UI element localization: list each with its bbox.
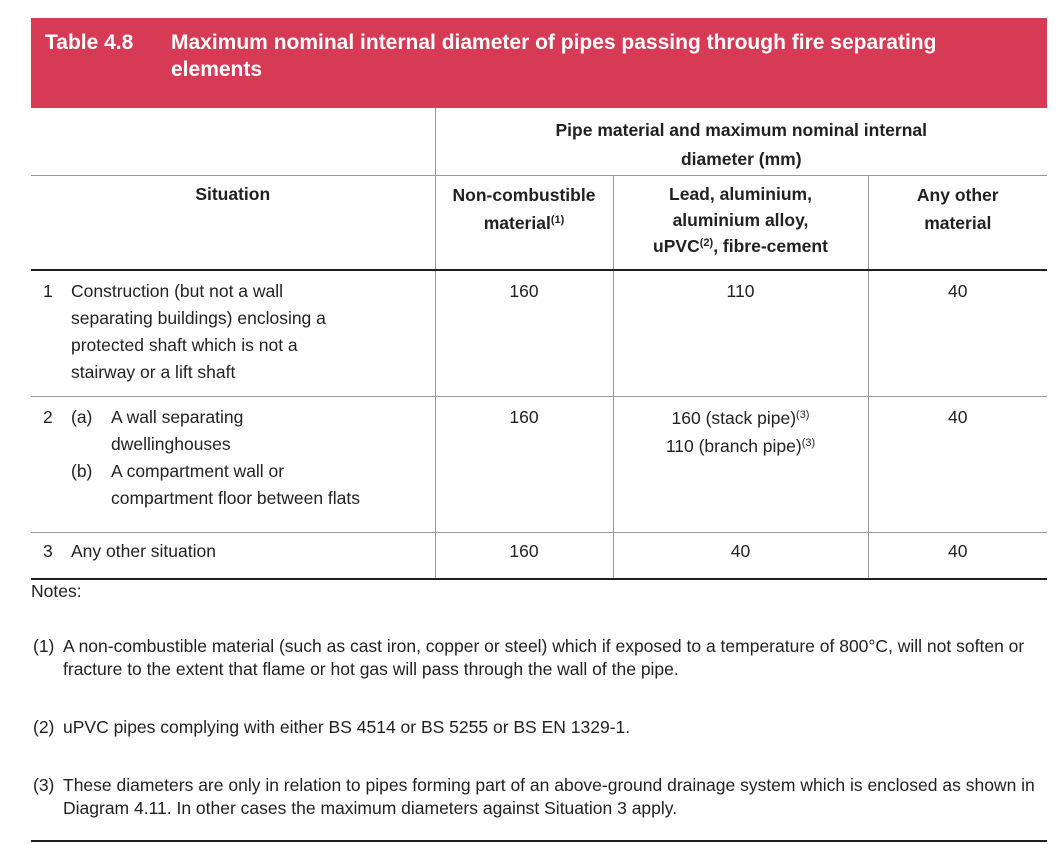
row3-situation bbox=[31, 533, 435, 580]
note-ref-3: (3) bbox=[801, 437, 816, 449]
row3-noncombustible: 160 bbox=[435, 533, 613, 580]
note-label: (2) bbox=[33, 717, 55, 737]
header-empty-cell bbox=[31, 108, 435, 176]
header-any-other bbox=[868, 176, 1047, 271]
note-text: These diameters are only in relation to pipes forming part of an above-ground drainage system which is enclosed as shown in Diagram 4.11. In other cases the maximum diameters against Situation 3 apply. bbox=[63, 775, 1035, 818]
lead-heading-upvc: uPVC bbox=[653, 236, 700, 256]
note-text: uPVC pipes complying with either BS 4514 or BS 5255 or BS EN 1329-1. bbox=[63, 717, 631, 737]
header-group-label bbox=[435, 108, 1047, 176]
table-row bbox=[31, 270, 1047, 397]
note-item bbox=[31, 635, 1047, 681]
branch-pipe-value: 110 (branch pipe) bbox=[665, 436, 802, 456]
row2-noncombustible: 160 bbox=[435, 397, 613, 533]
situation-text: Construction (but not a wall separating buildings) enclosing a protected shaft which is not a stairway or a lift shaft bbox=[71, 281, 326, 382]
situation-text: Any other situation bbox=[71, 541, 216, 561]
row2-other: 40 bbox=[868, 397, 1047, 533]
note-ref-1: (1) bbox=[550, 214, 565, 226]
row1-noncombustible: 160 bbox=[435, 270, 613, 397]
header-row-columns bbox=[31, 176, 1047, 271]
table-notes bbox=[31, 580, 1047, 842]
header-situation bbox=[31, 176, 435, 271]
lead-heading-line1: Lead, aluminium, aluminium alloy, bbox=[669, 184, 812, 230]
situation-heading: Situation bbox=[195, 184, 271, 204]
sub-label-b: (b) bbox=[71, 461, 93, 481]
row2-lead bbox=[613, 397, 868, 533]
row3-lead: 40 bbox=[613, 533, 868, 580]
note-ref-3: (3) bbox=[796, 409, 810, 421]
row-number: 3 bbox=[43, 541, 53, 561]
table-container bbox=[31, 18, 1047, 842]
notes-heading: Notes: bbox=[31, 581, 82, 601]
note-label: (1) bbox=[33, 636, 55, 656]
row1-other: 40 bbox=[868, 270, 1047, 397]
table-row bbox=[31, 397, 1047, 533]
sub-text-b: A compartment wall or compartment floor between flats bbox=[111, 461, 361, 508]
any-other-heading: Any other material bbox=[916, 185, 999, 233]
header-row-group bbox=[31, 108, 1047, 176]
group-label-text: Pipe material and maximum nominal internal diameter (mm) bbox=[555, 120, 927, 169]
row1-situation bbox=[31, 270, 435, 397]
table-number: Table 4.8 bbox=[45, 31, 134, 54]
header-noncombustible bbox=[435, 176, 613, 271]
lead-heading-fibre: , fibre-cement bbox=[713, 236, 828, 256]
note-label: (3) bbox=[33, 775, 55, 795]
table-title: Maximum nominal internal diameter of pipes passing through fire separating elements bbox=[171, 31, 937, 81]
table-header-bar bbox=[31, 18, 1047, 108]
stack-pipe-value: 160 (stack pipe) bbox=[671, 408, 797, 428]
row-number: 2 bbox=[43, 407, 53, 427]
row1-lead: 110 bbox=[613, 270, 868, 397]
row3-other: 40 bbox=[868, 533, 1047, 580]
row2-situation bbox=[31, 397, 435, 533]
note-ref-2: (2) bbox=[699, 237, 714, 249]
sub-label-a: (a) bbox=[71, 407, 93, 427]
pipe-diameter-table bbox=[31, 108, 1047, 580]
header-lead-aluminium bbox=[613, 176, 868, 271]
row-number: 1 bbox=[43, 281, 53, 301]
note-item bbox=[31, 774, 1047, 820]
note-text: A non-combustible material (such as cast iron, copper or steel) which if exposed to a temperature of 800°C, will not soften or fracture to the extent that flame or hot gas will pass through the wall of the pipe. bbox=[63, 636, 1025, 679]
sub-text-a: A wall separating dwellinghouses bbox=[111, 407, 244, 454]
noncombustible-heading: Non-combustible material bbox=[452, 185, 596, 233]
note-item bbox=[31, 716, 1047, 739]
table-row bbox=[31, 533, 1047, 580]
